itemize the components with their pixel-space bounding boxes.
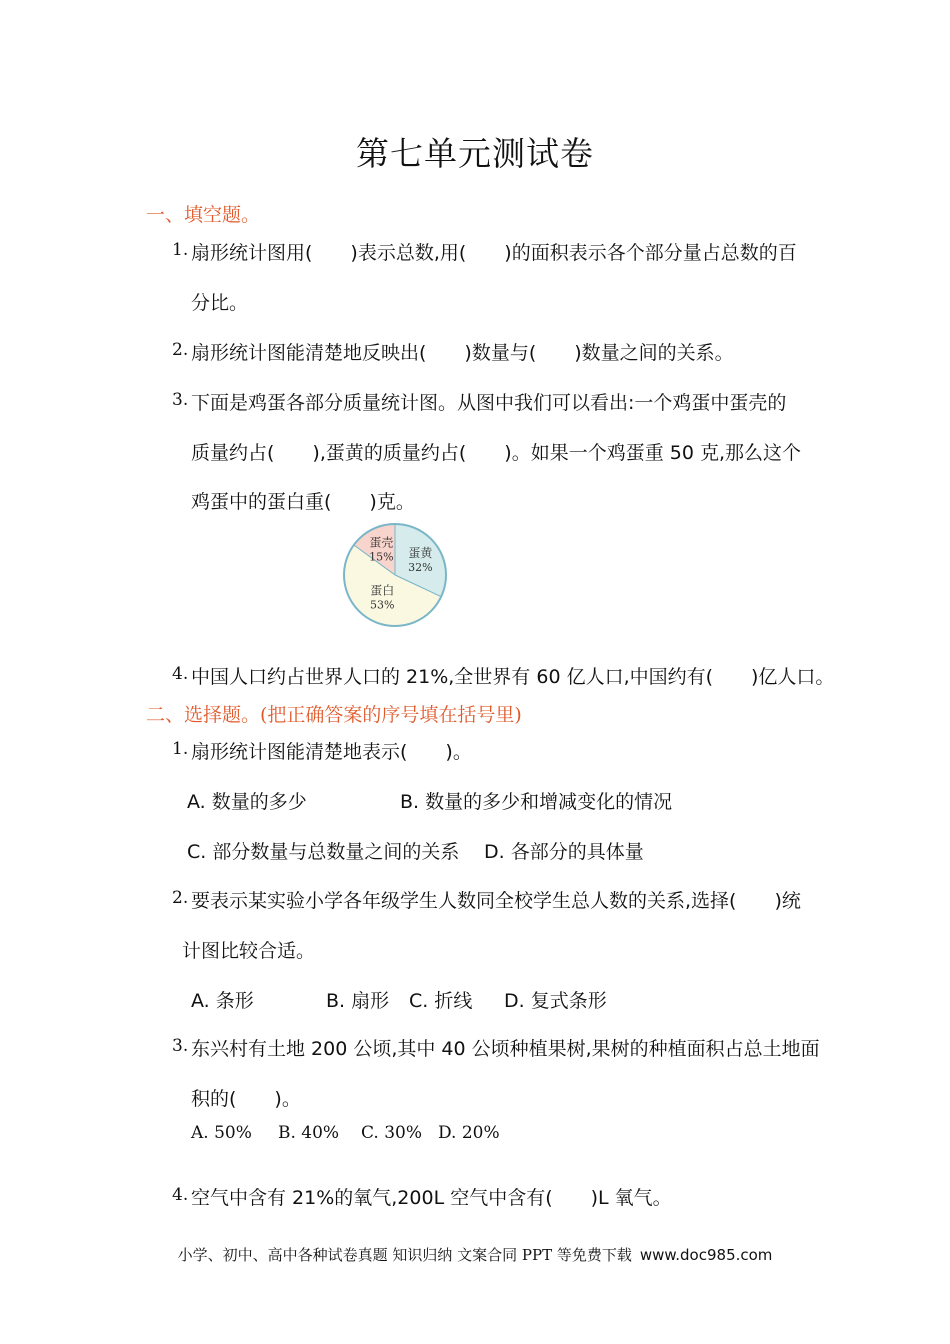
s1-q3-line1: 下面是鸡蛋各部分质量统计图。从图中我们可以看出:一个鸡蛋中蛋壳的	[191, 392, 787, 414]
s2-q3-line1: 东兴村有土地 200 公顷,其中 40 公顷种植果树,果树的种植面积占总土地面	[191, 1038, 820, 1060]
s2-q1-option-a: A. 数量的多少	[187, 791, 307, 813]
s1-q1-line2: 分比。	[191, 292, 249, 314]
s1-q2-line1: 扇形统计图能清楚地反映出( )数量与( )数量之间的关系。	[191, 342, 734, 364]
s2-q2-line1: 要表示某实验小学各年级学生人数同全校学生总人数的关系,选择( )统	[191, 890, 801, 912]
pie-label-shell: 蛋壳	[369, 535, 394, 550]
s2-q3-option-b: B. 40%	[278, 1123, 340, 1143]
s2-q3-option-d: D. 20%	[438, 1123, 500, 1143]
s2-q4-line1: 空气中含有 21%的氧气,200L 空气中含有( )L 氧气。	[191, 1187, 672, 1209]
pie-value-yolk: 32%	[408, 560, 433, 574]
s2-q3-line2: 积的( )。	[191, 1088, 301, 1110]
s2-q3-number: 3.	[172, 1036, 189, 1056]
footer	[0, 1244, 950, 1265]
s1-q1-line1: 扇形统计图用( )表示总数,用( )的面积表示各个部分量占总数的百	[191, 242, 797, 264]
s2-q1-option-b: B. 数量的多少和增减变化的情况	[400, 791, 673, 813]
pie-label-white: 蛋白	[370, 583, 395, 598]
s1-q2-number: 2.	[172, 340, 189, 360]
s2-q2-line2: 计图比较合适。	[182, 940, 316, 962]
s2-q1-option-d: D. 各部分的具体量	[484, 841, 644, 863]
pie-value-shell: 15%	[369, 550, 394, 564]
pie-label-yolk: 蛋黄	[408, 545, 433, 560]
s1-q4-number: 4.	[172, 664, 189, 684]
footer-text: 小学、初中、高中各种试卷真题 知识归纳 文案合同 PPT 等免费下载	[177, 1246, 632, 1264]
s1-q3-line2: 质量约占( ),蛋黄的质量约占( )。如果一个鸡蛋重 50 克,那么这个	[191, 442, 801, 464]
egg-pie-chart	[340, 520, 450, 630]
footer-url-link[interactable]: www.doc985.com	[639, 1246, 773, 1264]
s2-q2-option-c: C. 折线	[409, 990, 473, 1012]
s2-q2-option-a: A. 条形	[191, 990, 254, 1012]
s2-q1-option-c: C. 部分数量与总数量之间的关系	[187, 841, 460, 863]
s1-q4-line1: 中国人口约占世界人口的 21%,全世界有 60 亿人口,中国约有( )亿人口。	[191, 666, 835, 688]
s2-q4-number: 4.	[172, 1185, 189, 1205]
s2-q1-line1: 扇形统计图能清楚地表示( )。	[191, 741, 472, 763]
s2-q2-option-b: B. 扇形	[326, 990, 390, 1012]
section1-heading: 一、填空题。	[146, 204, 261, 226]
page-title: 第七单元测试卷	[356, 134, 594, 173]
pie-value-white: 53%	[370, 598, 395, 612]
s1-q3-number: 3.	[172, 390, 189, 410]
s2-q3-option-a: A. 50%	[191, 1123, 252, 1143]
s2-q2-number: 2.	[172, 888, 189, 908]
section2-heading: 二、选择题。(把正确答案的序号填在括号里)	[146, 704, 522, 726]
s2-q2-option-d: D. 复式条形	[504, 990, 607, 1012]
s2-q1-number: 1.	[172, 739, 189, 759]
s1-q3-line3: 鸡蛋中的蛋白重( )克。	[191, 491, 415, 513]
s2-q3-option-c: C. 30%	[361, 1123, 422, 1143]
s1-q1-number: 1.	[172, 240, 189, 260]
